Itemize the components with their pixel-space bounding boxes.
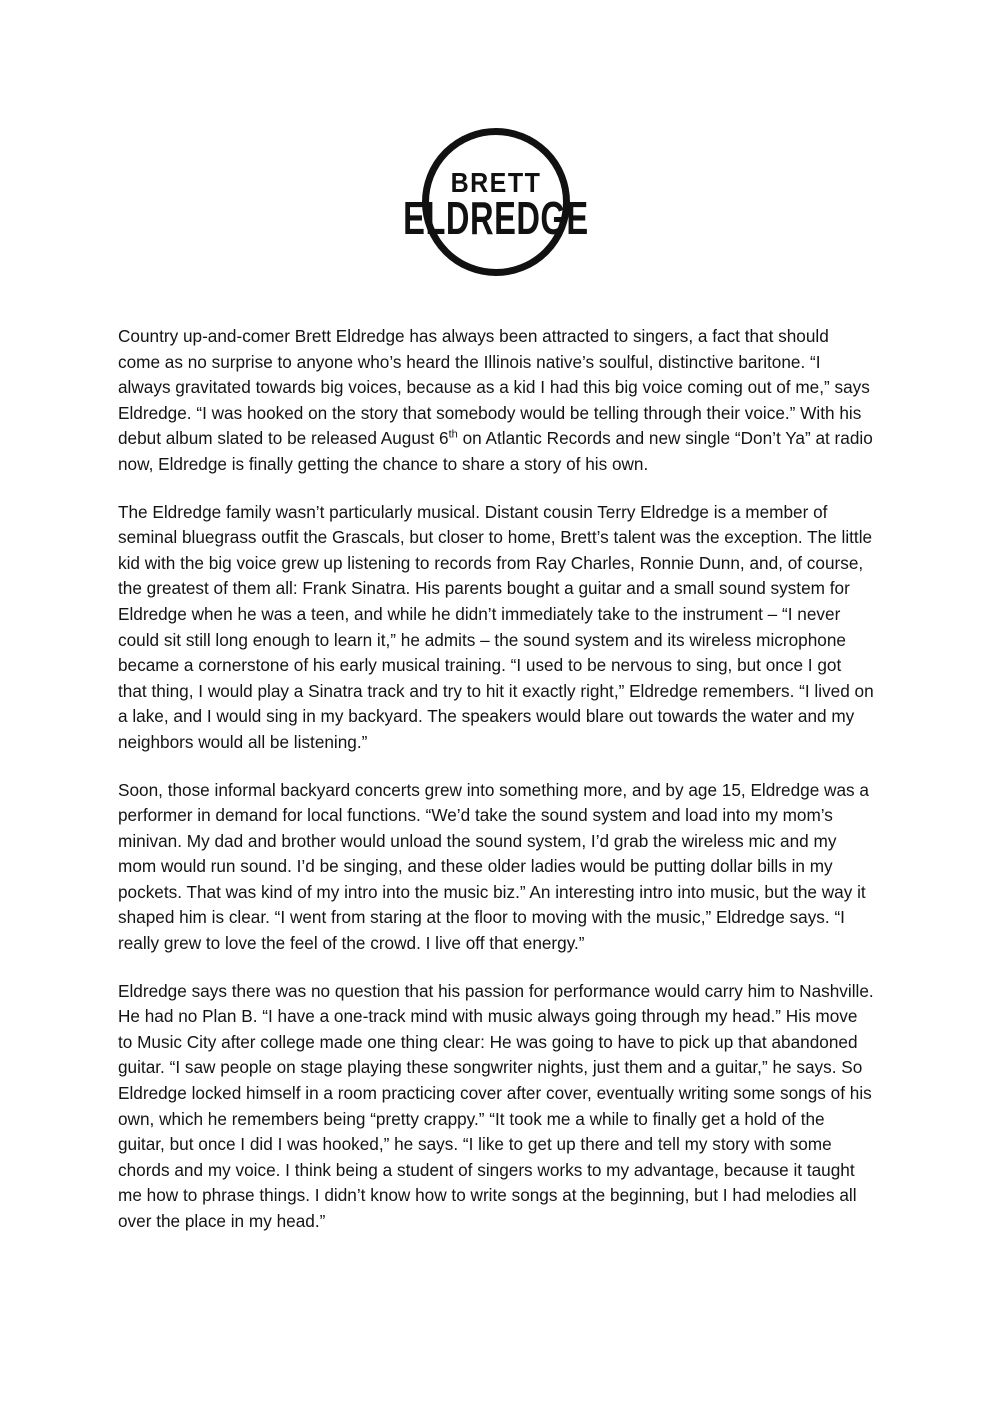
paragraph-3: Soon, those informal backyard concerts grew into something more, and by age 15, Eldredge was a performer in demand for local functions. “We’d take the sound system and load into my mom’s minivan. My dad and brother would unload the sound system, I’d grab the wireless mic and my mom would run sound. I’d be singing, and these older ladies would be putting dollar bills in my pockets. That was kind of my intro into the music biz.” An interesting intro into music, but the way it shaped him is clear. “I went from staring at the floor to moving with the music,” Eldredge says. “I really grew to love the feel of the crowd. I live off that energy.”	[118, 779, 869, 954]
logo-text-eldredge: ELDREDGE	[403, 191, 589, 244]
logo-text-brett: BRETT	[450, 166, 542, 199]
logo-block	[0, 0, 992, 276]
paragraph-1-superscript: th	[448, 428, 458, 441]
paragraph-1-tail: on Atlantic Records and new single “Don’t Ya” at radio now, Eldredge is finally getting the chance to share a story of his own.	[118, 428, 873, 474]
paragraph-1-text: Country up-and-comer Brett Eldredge has always been attracted to singers, a fact that should come as no surprise to anyone who’s heard the Illinois native’s soulful, distinctive baritone. “I always gravitated towards big voices, because as a kid I had this big voice coming out of me,” says Eldredge. “I was hooked on the story that somebody would be telling through their voice.” With his debut album slated to be released August 6	[118, 326, 870, 449]
paragraph-1	[118, 324, 874, 478]
article-body	[118, 276, 874, 1235]
paragraph-2: The Eldredge family wasn’t particularly musical. Distant cousin Terry Eldredge is a member of seminal bluegrass outfit the Grascals, but closer to home, Brett’s talent was the exception. The little kid with the big voice grew up listening to records from Ray Charles, Ronnie Dunn, and, of course, the greatest of them all: Frank Sinatra. His parents bought a guitar and a small sound system for Eldredge when he was a teen, and while he didn’t immediately take to the instrument – “I never could sit still long enough to learn it,” he admits – the sound system and its wireless microphone became a cornerstone of his early musical training. “I used to be nervous to sing, but once I got that thing, I would play a Sinatra track and try to hit it exactly right,” Eldredge remembers. “I lived on a lake, and I would sing in my backyard. The speakers would blare out towards the water and my neighbors would all be listening.”	[118, 501, 874, 752]
paragraph-4: Eldredge says there was no question that his passion for performance would carry him to Nashville. He had no Plan B. “I have a one-track mind with music always going through my head.” His move to Music City after college made one thing clear: He was going to have to pick up that abandoned guitar. “I saw people on stage playing these songwriter nights, just them and a guitar,” he says. So Eldredge locked himself in a room practicing cover after cover, eventually writing some songs of his own, which he remembers being “pretty crappy.” “It took me a while to finally get a hold of the guitar, but once I did I was hooked,” he says. “I like to get up there and tell my story with some chords and my voice. I think being a student of singers works to my advantage, because it taught me how to phrase things. I didn’t know how to write songs at the beginning, but I had melodies all over the place in my head.”	[118, 980, 874, 1231]
brett-eldredge-logo-icon	[403, 128, 589, 276]
